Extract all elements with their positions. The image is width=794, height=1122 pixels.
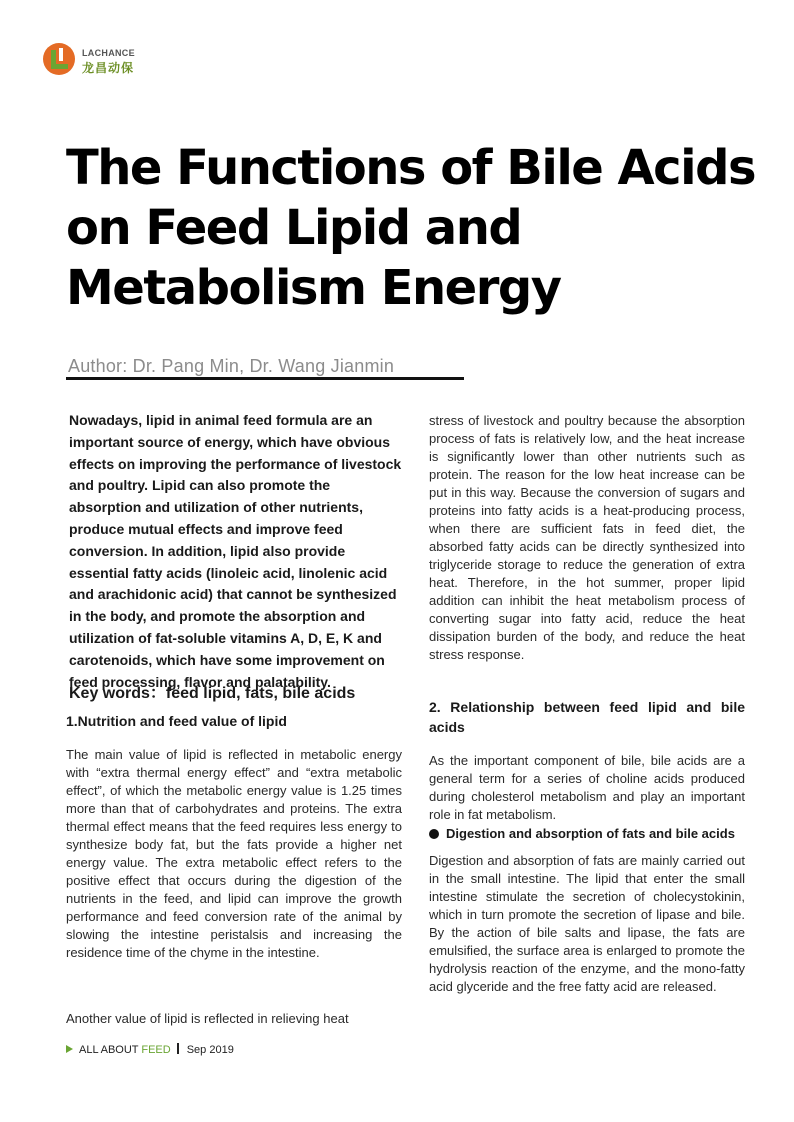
logo-text-cn: 龙昌动保 xyxy=(82,61,135,75)
footer-prefix: ALL ABOUT xyxy=(79,1044,142,1056)
publisher-logo xyxy=(42,42,152,82)
footer-arrow-icon xyxy=(66,1045,73,1053)
lachance-logo-icon xyxy=(42,42,76,76)
footer-accent: FEED xyxy=(141,1044,171,1056)
section2-paragraph-1: As the important component of bile, bile acids are a general term for a series of choline acids produced during cholesterol metabolism and play an important role in fat metabolism. xyxy=(429,753,745,822)
section1-paragraph-2-continued: stress of livestock and poultry because the absorption process of fats is relatively low, and the heat increase is significantly lower than other nutrients such as protein. The reason for the low heat increase can be put in this way. Because the conversion of sugars and proteins into fatty acids is a heat-producing process, when there are sufficient fats in feed diet, the absorbed fatty acids can be directly synthesized into triglyceride storage to reduce the generation of extra heat. Therefore, in the hot summer, proper lipid addition can inhibit the heat metabolism process of converting sugar into fatty acid, reduce the heat dissipation burden of the body, and reduce the heat stress response. xyxy=(429,413,745,662)
footer-date: Sep 2019 xyxy=(186,1044,234,1056)
keywords-value: feed lipid, fats, bile acids xyxy=(165,685,356,702)
section1-heading: 1.Nutrition and feed value of lipid xyxy=(66,713,287,729)
author-line: Author: Dr. Pang Min, Dr. Wang Jianmin xyxy=(68,356,395,376)
page-footer xyxy=(66,1043,234,1056)
section2-heading: 2. Relationship between feed lipid and bile acids xyxy=(429,699,745,735)
section2-subheading xyxy=(429,826,735,841)
keywords xyxy=(69,680,355,703)
section1-paragraph-2: Another value of lipid is reflected in relieving heat xyxy=(66,1011,349,1026)
section2-paragraph-2: Digestion and absorption of fats are mainly carried out in the small intestine. The lipid that enter the small intestine stimulate the secretion of cholecystokinin, which in turn promote the secretion of lipase and bile. By the action of bile salts and lipase, the fats are emulsified, the surface area is enlarged to promote the hydrolysis reaction of the enzyme, and the mono-fatty acid glyceride and the free fatty acid are released. xyxy=(429,853,745,994)
section2-subheading-text: Digestion and absorption of fats and bile acids xyxy=(446,826,735,841)
author-underline xyxy=(66,377,464,380)
bullet-icon xyxy=(429,829,439,839)
intro-paragraph: Nowadays, lipid in animal feed formula are an important source of energy, which have obvious effects on improving the performance of livestock and poultry. Lipid can also promote the absorption and utilization of other nutrients, produce mutual effects and improve feed conversion. In addition, lipid also provide essential fatty acids (linoleic acid, linolenic acid and arachidonic acid) that cannot be synthesized in the body, and promote the absorption and utilization of fat-soluble vitamins A, D, E, K and carotenoids, which have some improvement on feed processing, flavor and palatability. xyxy=(69,412,402,690)
section1-paragraph-1: The main value of lipid is reflected in metabolic energy with “extra thermal energy effect” and “extra metabolic effect”, of which the metabolic energy value is 1.25 times more than that of carbohydrates and proteins. The extra thermal effect means that the feed requires less energy to synthesize body fat, but the fats provide a higher net energy value. The extra metabolic effect refers to the positive effect that occurs during the digestion of the nutrients in the feed, and lipid can improve the growth performance and feed conversion rate of the animal by slowing the intestine peristalsis and increasing the residence time of the chyme in the intestine. xyxy=(66,747,402,960)
logo-text-en: LACHANCE xyxy=(82,48,135,58)
article-title: The Functions of Bile Acids on Feed Lipid and Metabolism Energy xyxy=(66,140,756,316)
footer-divider xyxy=(177,1043,179,1054)
keywords-label: Key words： xyxy=(69,685,166,702)
